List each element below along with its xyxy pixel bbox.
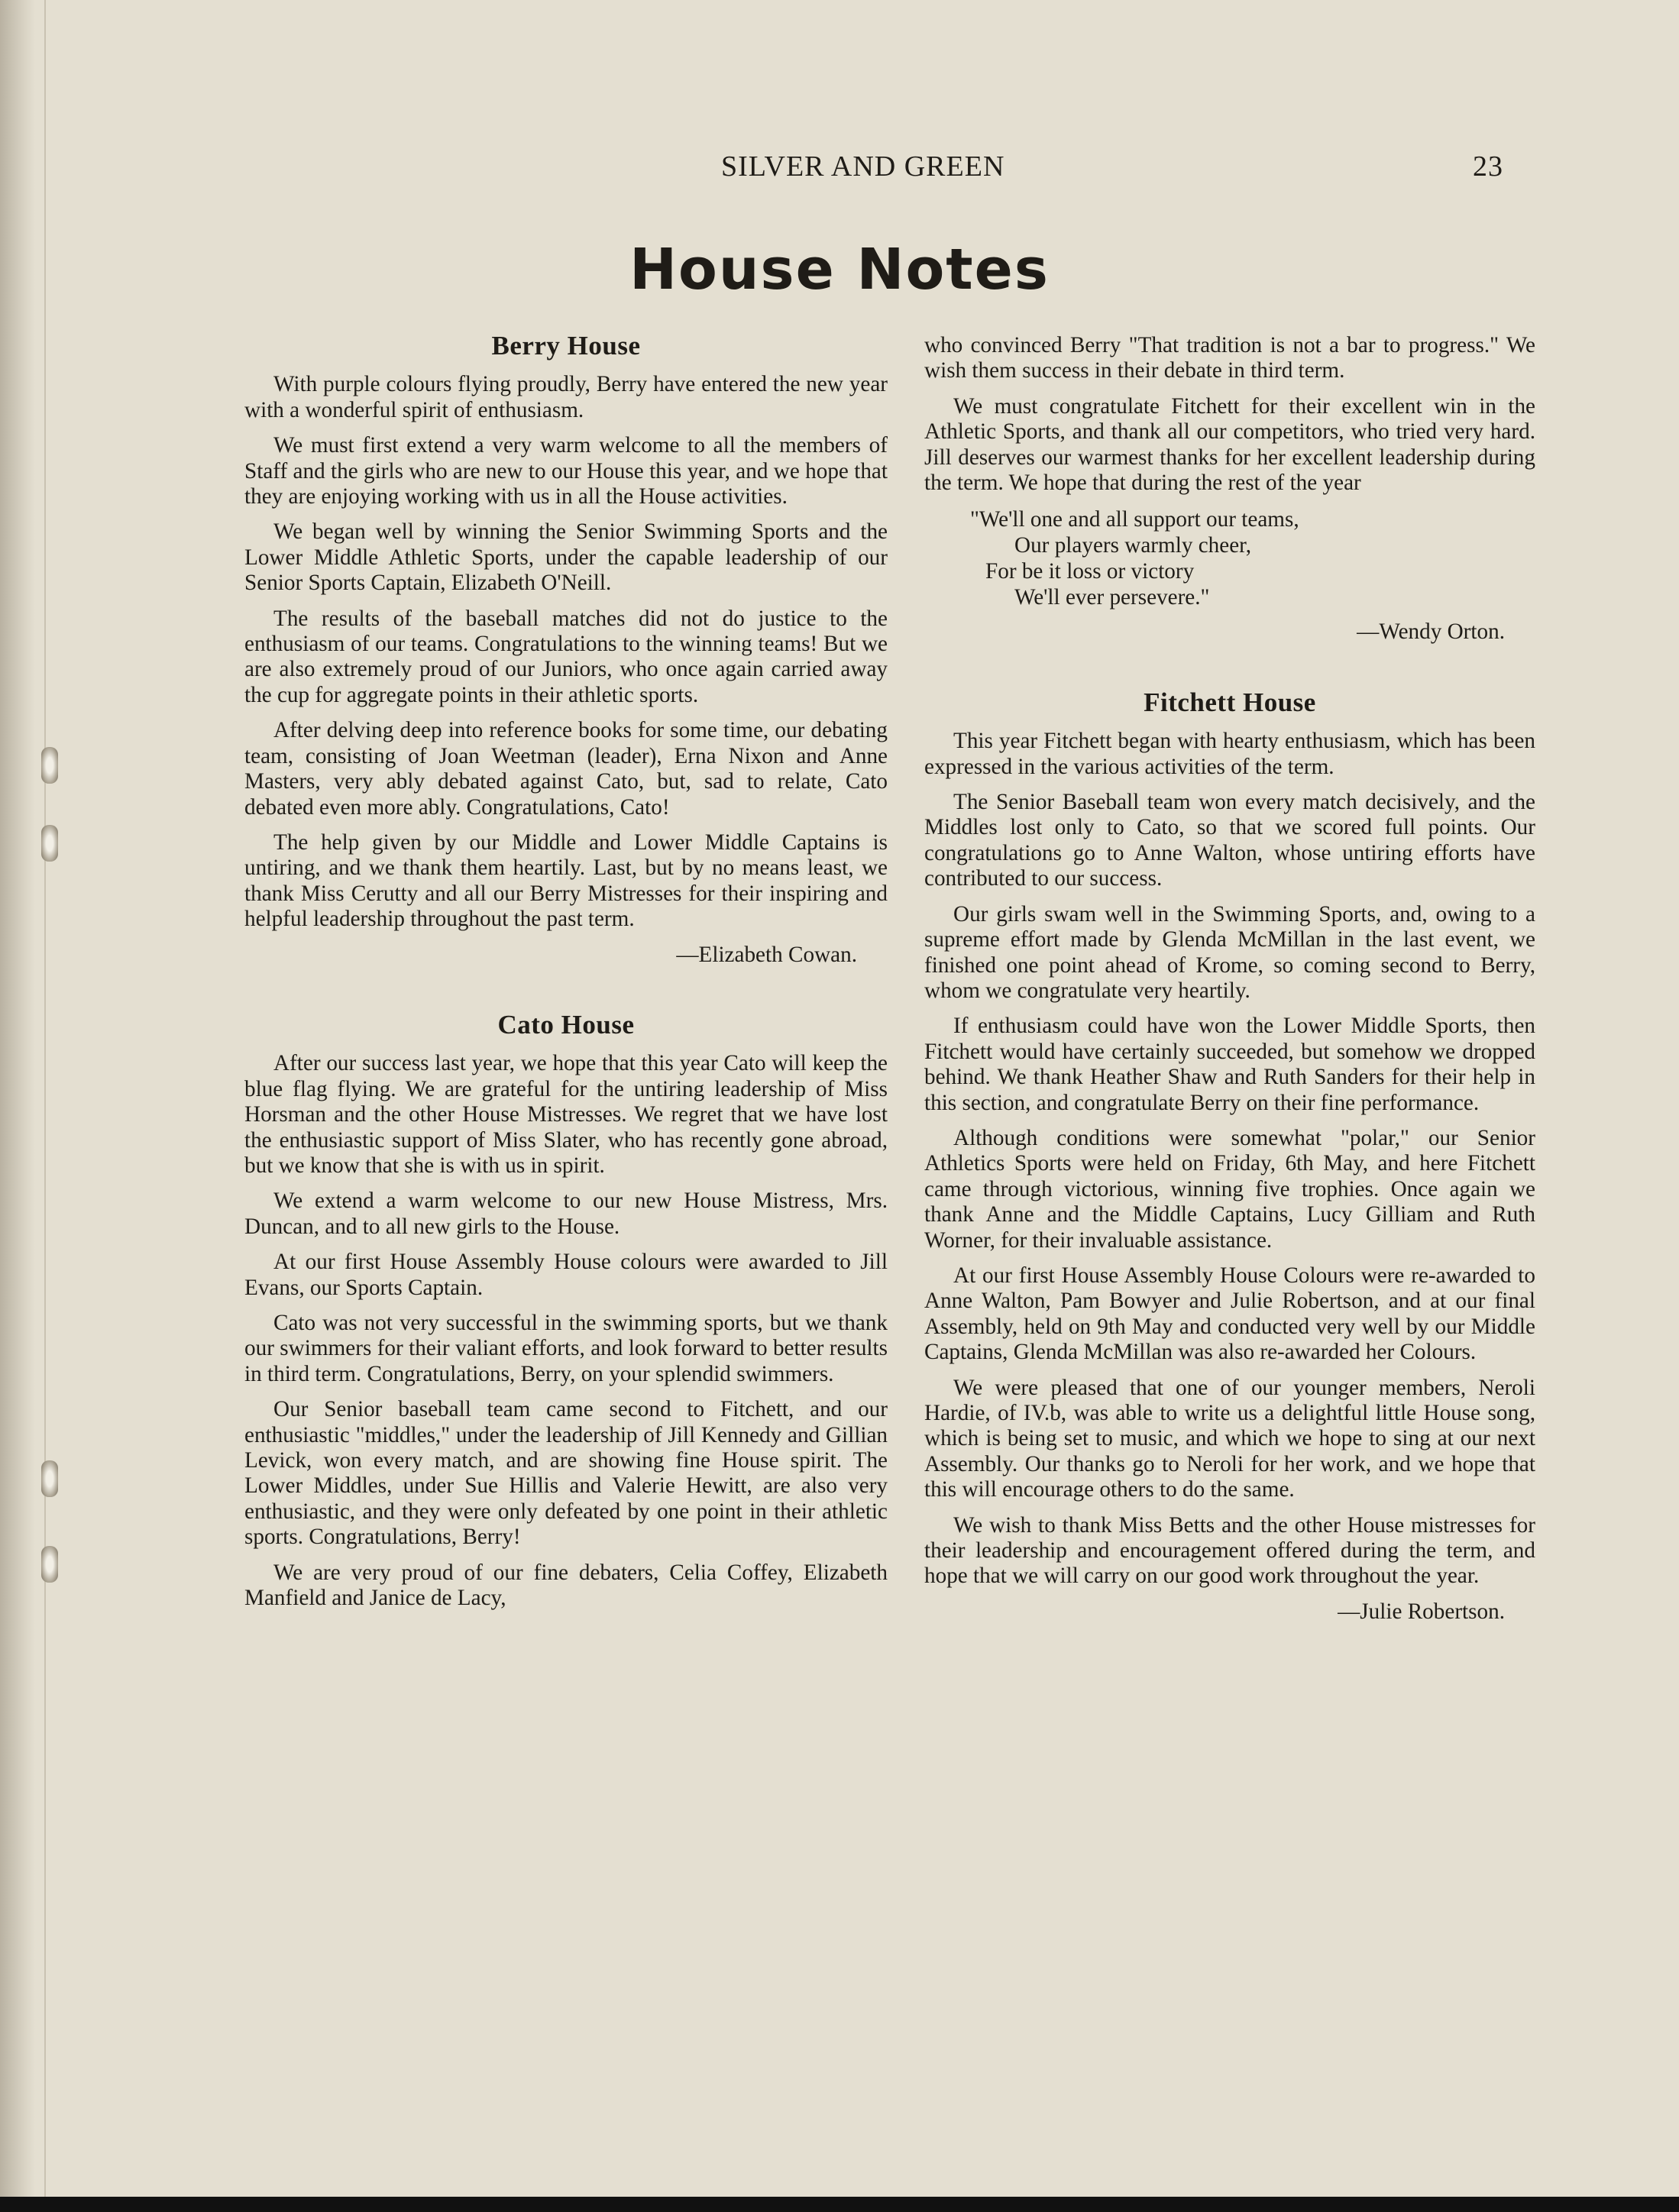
cato-house-continued	[924, 333, 1535, 645]
paragraph: We must congratulate Fitchett for their excellent win in the Athletic Sports, and thank all our competitors, who tried very hard. Jill deserves our warmest thanks for her excellent leadership during the term. We hope that during the rest of the year	[924, 393, 1535, 496]
paragraph: The results of the baseball matches did not do justice to the enthusiasm of our teams. Congratulations to the winning teams! But we are also extremely proud of our Juniors, who once again carried away the cup for aggregate points in their athletic sports.	[244, 606, 888, 707]
paragraph: This year Fitchett began with hearty enthusiasm, which has been expressed in the various activities of the term.	[924, 729, 1535, 779]
scan-bottom-edge	[0, 2197, 1679, 2212]
berry-house-section	[244, 333, 888, 968]
verse-line: "We'll one and all support our teams,	[970, 507, 1299, 532]
signature: —Julie Robertson.	[1338, 1599, 1505, 1624]
paragraph: After our success last year, we hope that this year Cato will keep the blue flag flying. We are grateful for the untiring leadership of Miss Horsman and the other House Mistresses. We regret that we have lost the enthusiastic support of Miss Slater, who has recently gone abroad, but we know that she is with us in spirit.	[244, 1051, 888, 1178]
left-column	[244, 333, 888, 1621]
running-title: SILVER AND GREEN	[721, 150, 1005, 183]
house-verse	[970, 506, 1535, 610]
verse-line: Our players warmly cheer,	[1014, 533, 1252, 558]
paragraph: With purple colours flying proudly, Berry have entered the new year with a wonderful spirit of enthusiasm.	[244, 372, 888, 422]
staple-icon	[41, 747, 58, 784]
paragraph: The Senior Baseball team won every match decisively, and the Middles lost only to Cato, so that we scored full points. Our congratulations go to Anne Walton, whose untiring efforts have contributed to our success.	[924, 790, 1535, 891]
paragraph: Our girls swam well in the Swimming Sports, and, owing to a supreme effort made by Glenda McMillan in the last event, we finished one point ahead of Krome, so coming second to Berry, whom we congratulate very heartily.	[924, 901, 1535, 1003]
paragraph: At our first House Assembly House colours were awarded to Jill Evans, our Sports Captain.	[244, 1250, 888, 1300]
paragraph: If enthusiasm could have won the Lower Middle Sports, then Fitchett would have certainly succeeded, but somehow we dropped behind. We thank Heather Shaw and Ruth Sanders for their help in this section, and congratulate Berry on their fine performance.	[924, 1014, 1535, 1115]
staple-icon	[41, 825, 58, 862]
paragraph: We began well by winning the Senior Swimming Sports and the Lower Middle Athletic Sports, under the capable leadership of our Senior Sports Captain, Elizabeth O'Neill.	[244, 519, 888, 596]
right-column	[924, 333, 1535, 1638]
paragraph: who convinced Berry "That tradition is not a bar to progress." We wish them success in their debate in third term.	[924, 333, 1535, 383]
staple-icon	[41, 1546, 58, 1583]
paragraph: We extend a warm welcome to our new House Mistress, Mrs. Duncan, and to all new girls to the House.	[244, 1188, 888, 1239]
page-title: House Notes	[629, 237, 1050, 302]
paragraph: We must first extend a very warm welcome to all the members of Staff and the girls who are new to our House this year, and we hope that they are enjoying working with us in all the House activities.	[244, 433, 888, 509]
paragraph: We were pleased that one of our younger members, Neroli Hardie, of IV.b, was able to write us a delightful little House song, which is being set to music, and which we hope to sing at our next Assembly. Our thanks go to Neroli for her work, and we hope that this will encourage others to do the same.	[924, 1375, 1535, 1502]
binding-fold-line	[44, 0, 46, 2212]
staple-icon	[41, 1460, 58, 1497]
paragraph: The help given by our Middle and Lower Middle Captains is untiring, and we thank them heartily. Last, but by no means least, we thank Miss Cerutty and all our Berry Mistresses for their inspiring and helpful leadership throughout the past term.	[244, 830, 888, 932]
paragraph: At our first House Assembly House Colours were re-awarded to Anne Walton, Pam Bowyer and Julie Robertson, and at our final Assembly, held on 9th May and conducted very well by our Middle Captains, Glenda McMillan was also re-awarded her Colours.	[924, 1263, 1535, 1365]
cato-house-section	[244, 1009, 888, 1612]
paragraph: We are very proud of our fine debaters, Celia Coffey, Elizabeth Manfield and Janice de Lacy,	[244, 1560, 888, 1611]
section-spacer	[924, 659, 1535, 690]
page-binding-shadow	[0, 0, 35, 2212]
paragraph: Cato was not very successful in the swimming sports, but we thank our swimmers for their valiant efforts, and look forward to better results in third term. Congratulations, Berry, on your splendid swimmers.	[244, 1311, 888, 1386]
verse-line: We'll ever persevere."	[1014, 585, 1210, 610]
section-heading-cato: Cato House	[497, 1009, 635, 1040]
paragraph: Our Senior baseball team came second to Fitchett, and our enthusiastic "middles," under the leadership of Jill Kennedy and Gillian Levick, won every match, and are showing fine House spirit. The Lower Middles, under Sue Hillis and Valerie Hewitt, are also very enthusiastic, and they were only defeated by one point in their athletic sports. Congratulations, Berry!	[244, 1397, 888, 1550]
signature: —Wendy Orton.	[1357, 619, 1505, 645]
paragraph: Although conditions were somewhat "polar," our Senior Athletics Sports were held on Friday, 6th May, and here Fitchett came through victorious, winning five trophies. Once again we thank Anne and the Middle Captains, Lucy Gilliam and Ruth Worner, for their invaluable assistance.	[924, 1125, 1535, 1253]
section-spacer	[244, 981, 888, 1012]
verse-line: For be it loss or victory	[985, 559, 1195, 584]
page-number: 23	[1473, 150, 1503, 183]
signature: —Elizabeth Cowan.	[676, 942, 857, 967]
fitchett-house-section	[924, 687, 1535, 1625]
section-heading-fitchett: Fitchett House	[1144, 687, 1316, 717]
paragraph: We wish to thank Miss Betts and the other House mistresses for their leadership and encouragement offered during the term, and hope that we will carry on our good work throughout the year.	[924, 1512, 1535, 1589]
paragraph: After delving deep into reference books for some time, our debating team, consisting of Joan Weetman (leader), Erna Nixon and Anne Masters, very ably debated against Cato, but, sad to relate, Cato debated even more ably. Congratulations, Cato!	[244, 718, 888, 820]
section-heading-berry: Berry House	[491, 331, 641, 361]
